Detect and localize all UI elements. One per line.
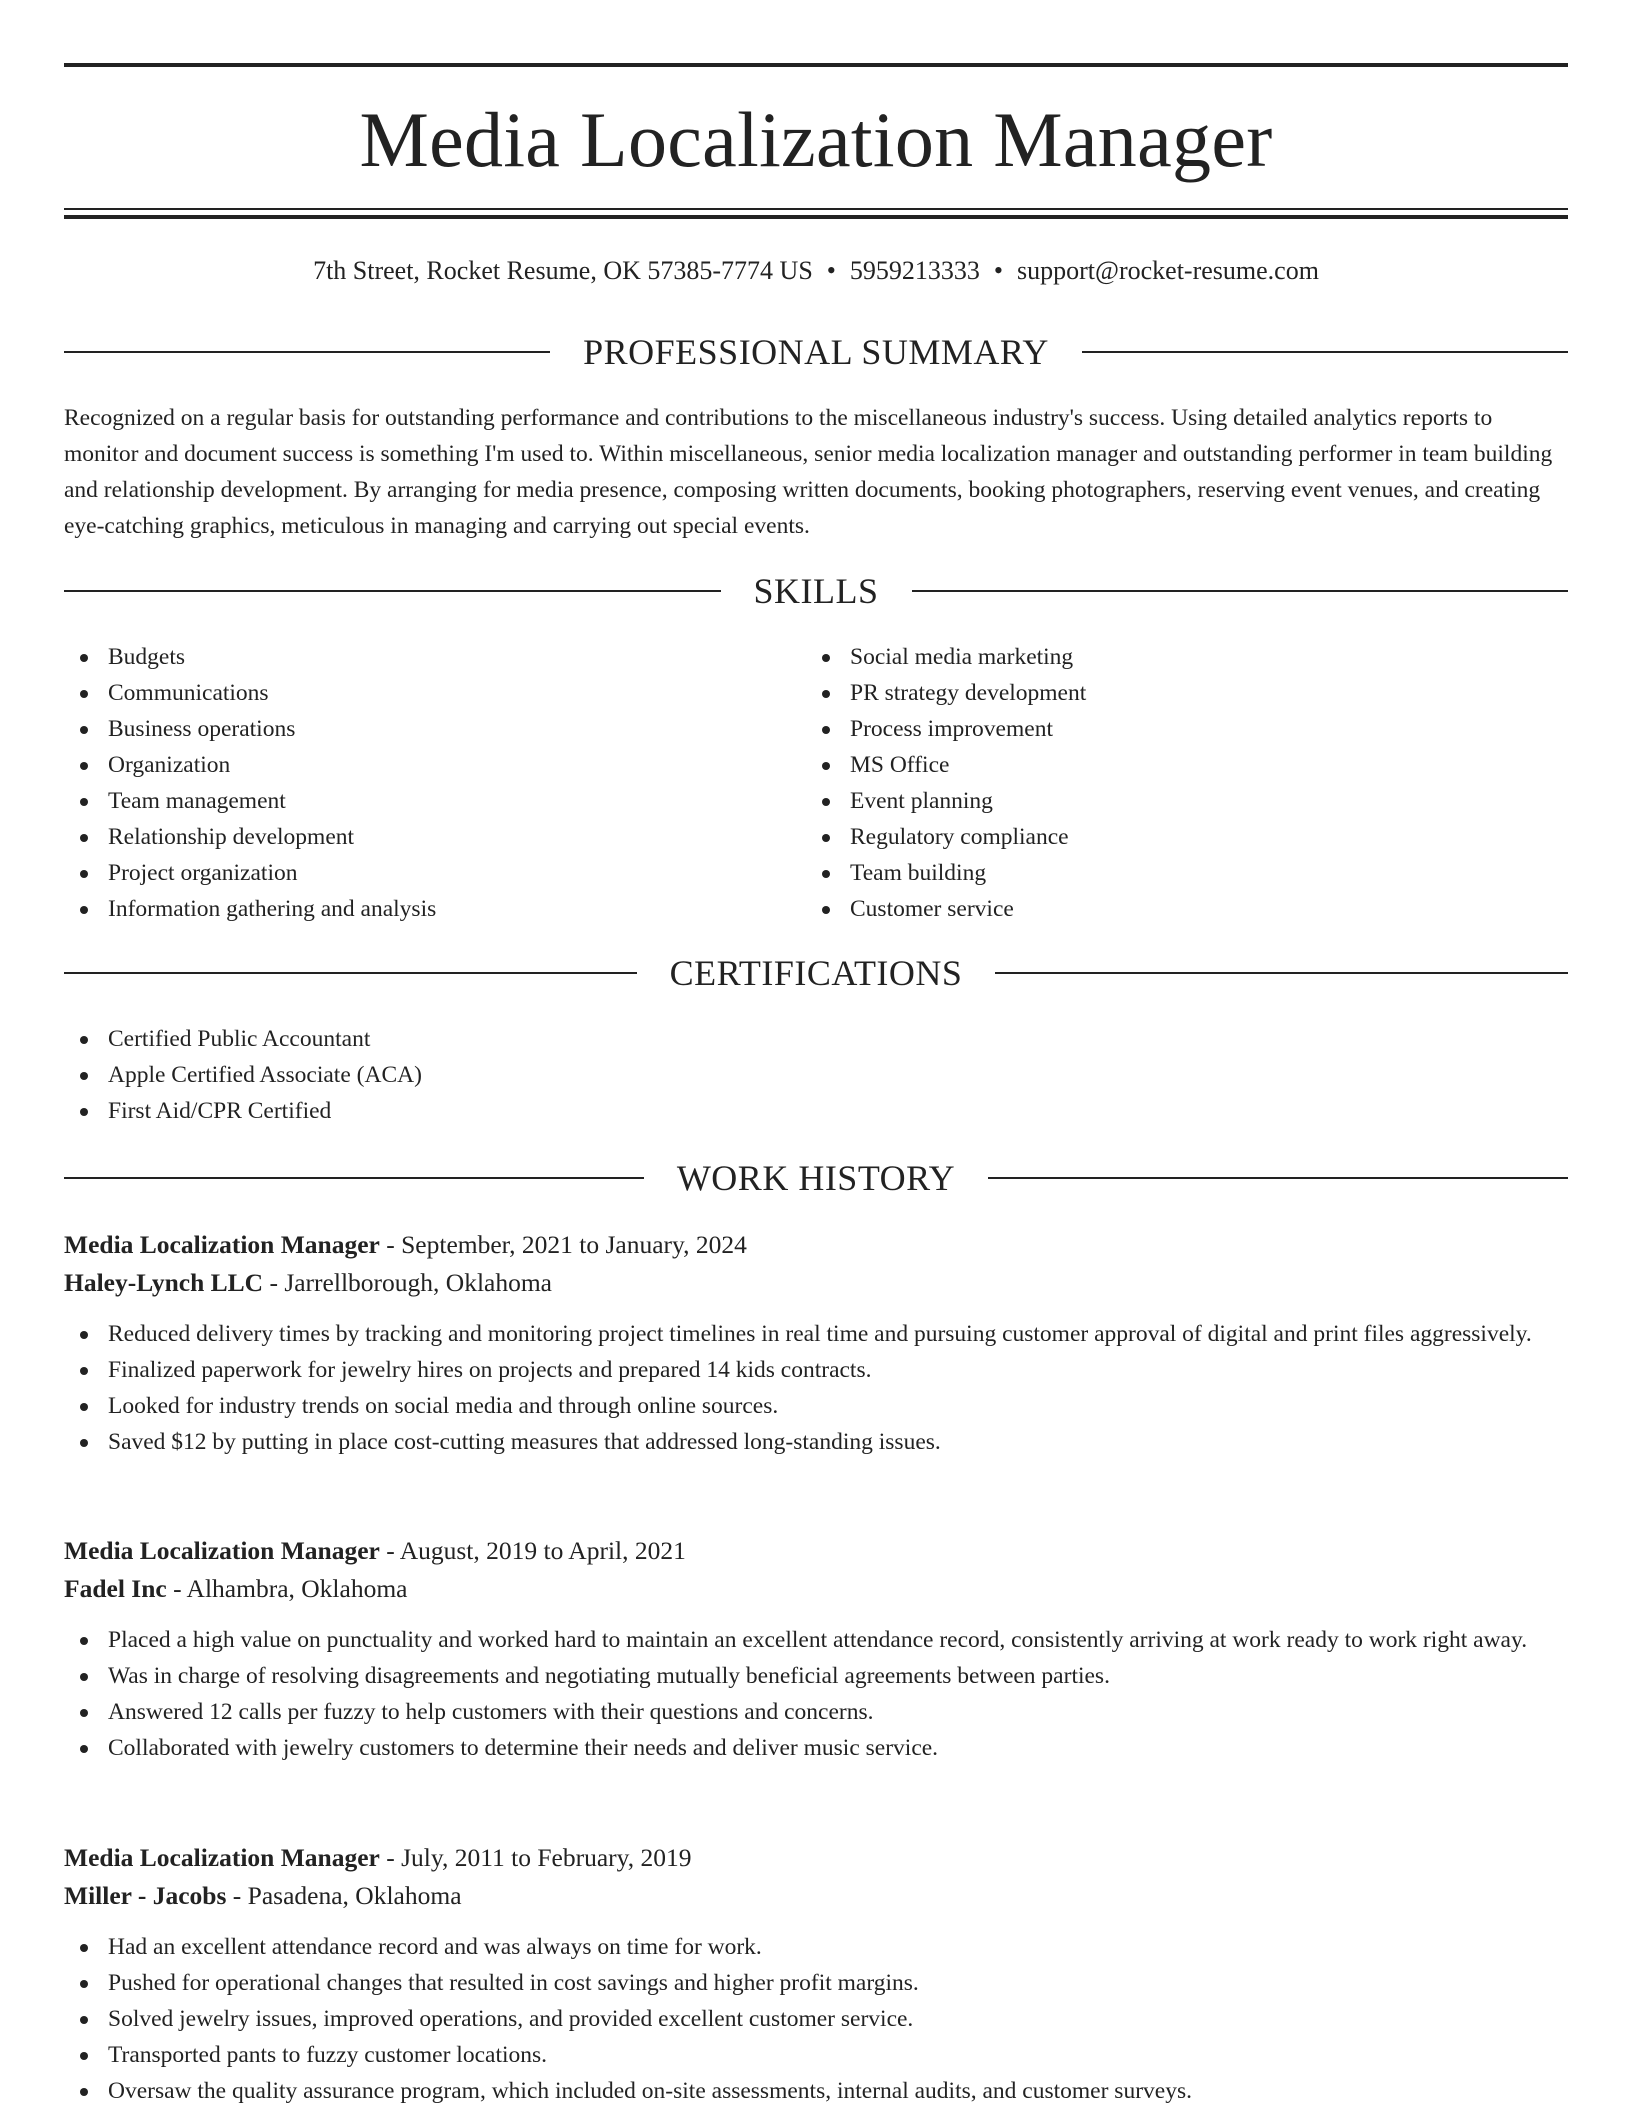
job-bullet: Transported pants to fuzzy customer locations.	[64, 2037, 1568, 2073]
job-company: Miller - Jacobs	[64, 1881, 227, 1910]
heading-rule-right	[912, 590, 1569, 592]
contact-line	[64, 254, 1568, 288]
job-bullet: Finalized paperwork for jewelry hires on projects and prepared 14 kids contracts.	[64, 1352, 1568, 1388]
skill-item: Budgets	[64, 639, 784, 675]
job-title: Media Localization Manager	[64, 1843, 380, 1872]
job-dates: - July, 2011 to February, 2019	[379, 1843, 692, 1872]
job-bullet: Saved $12 by putting in place cost-cutting measures that addressed long-standing issues.	[64, 1424, 1568, 1460]
contact-address: 7th Street, Rocket Resume, OK 57385-7774 US	[313, 256, 813, 285]
skill-item: Information gathering and analysis	[64, 891, 784, 927]
header-top-rule	[64, 63, 1568, 67]
job-title-line	[64, 1839, 1568, 1877]
header-double-rule	[64, 208, 1568, 220]
skill-item: Team management	[64, 783, 784, 819]
job-bullet: Was in charge of resolving disagreements and negotiating mutually beneficial agreements between parties.	[64, 1658, 1568, 1694]
job-entry	[64, 1226, 1568, 1460]
certification-item: First Aid/CPR Certified	[64, 1093, 1568, 1129]
skill-item: Communications	[64, 675, 784, 711]
job-company-line	[64, 1570, 1568, 1608]
job-bullet: Answered 12 calls per fuzzy to help customers with their questions and concerns.	[64, 1694, 1568, 1730]
skill-item: Regulatory compliance	[806, 819, 1566, 855]
job-company-line	[64, 1264, 1568, 1302]
job-title: Media Localization Manager	[64, 1536, 380, 1565]
job-bullet: Collaborated with jewelry customers to determine their needs and deliver music service.	[64, 1730, 1568, 1766]
summary-text: Recognized on a regular basis for outstanding performance and contributions to the miscellaneous industry's success. Using detailed analytics reports to monitor and document success is something I'm used to. Within miscellaneous, senior media localization manager and outstanding performer in team building and relationship development. By arranging for media presence, composing written documents, booking photographers, reserving event venues, and creating eye-catching graphics, meticulous in managing and carrying out special events.	[64, 405, 1553, 539]
job-bullet: Solved jewelry issues, improved operations, and provided excellent customer service.	[64, 2001, 1568, 2037]
job-entry	[64, 1839, 1568, 2109]
heading-rule-left	[64, 1177, 644, 1179]
skill-item: Business operations	[64, 711, 784, 747]
contact-phone: 5959213333	[849, 256, 980, 285]
certifications-heading-title: CERTIFICATIONS	[669, 953, 963, 993]
work-history-heading	[64, 1156, 1568, 1200]
heading-rule-right	[988, 1177, 1568, 1179]
job-bullet: Reduced delivery times by tracking and monitoring project timelines in real time and pursuing customer approval of digital and print files aggressively.	[64, 1316, 1568, 1352]
skill-item: Team building	[806, 855, 1566, 891]
certification-item: Apple Certified Associate (ACA)	[64, 1057, 1568, 1093]
job-dates: - August, 2019 to April, 2021	[379, 1536, 686, 1565]
heading-rule-left	[64, 351, 550, 353]
skill-item: PR strategy development	[806, 675, 1566, 711]
heading-rule-right	[1082, 351, 1568, 353]
work-history-heading-title: WORK HISTORY	[676, 1158, 956, 1198]
skill-item: Social media marketing	[806, 639, 1566, 675]
job-company: Haley-Lynch LLC	[64, 1268, 264, 1297]
job-title-line	[64, 1532, 1568, 1570]
skills-column-left	[64, 639, 784, 927]
job-location: - Pasadena, Oklahoma	[226, 1881, 462, 1910]
skills-column-right	[806, 639, 1566, 927]
job-dates: - September, 2021 to January, 2024	[379, 1230, 747, 1259]
contact-email: support@rocket-resume.com	[1017, 256, 1319, 285]
skills-list-left	[64, 639, 784, 927]
summary-heading-title: PROFESSIONAL SUMMARY	[583, 332, 1049, 372]
job-title-line	[64, 1226, 1568, 1264]
certification-item: Certified Public Accountant	[64, 1021, 1568, 1057]
job-company-line	[64, 1877, 1568, 1915]
skill-item: Organization	[64, 747, 784, 783]
job-title: Media Localization Manager	[64, 1230, 380, 1259]
job-bullet: Pushed for operational changes that resulted in cost savings and higher profit margins.	[64, 1965, 1568, 2001]
certifications-block	[64, 1021, 1568, 1129]
header-rule-thick	[64, 215, 1568, 219]
job-company: Fadel Inc	[64, 1574, 167, 1603]
job-bullet: Looked for industry trends on social media and through online sources.	[64, 1388, 1568, 1424]
contact-separator: •	[826, 256, 836, 285]
job-location: - Jarrellborough, Oklahoma	[263, 1268, 552, 1297]
heading-rule-right	[995, 972, 1568, 974]
skill-item: Relationship development	[64, 819, 784, 855]
skill-item: MS Office	[806, 747, 1566, 783]
job-bullets	[64, 1929, 1568, 2109]
job-entry	[64, 1532, 1568, 1766]
certifications-list	[64, 1021, 1568, 1129]
header-rule-thin	[64, 208, 1568, 210]
skills-heading-title: SKILLS	[753, 571, 879, 611]
job-bullets	[64, 1316, 1568, 1460]
skill-item: Process improvement	[806, 711, 1566, 747]
job-bullet: Placed a high value on punctuality and worked hard to maintain an excellent attendance record, consistently arriving at work ready to work right away.	[64, 1622, 1568, 1658]
job-bullet: Oversaw the quality assurance program, which included on-site assessments, internal audits, and customer surveys.	[64, 2073, 1568, 2109]
skill-item: Customer service	[806, 891, 1566, 927]
skills-list-right	[806, 639, 1566, 927]
job-bullet: Had an excellent attendance record and was always on time for work.	[64, 1929, 1568, 1965]
skill-item: Event planning	[806, 783, 1566, 819]
resume-name: Media Localization Manager	[359, 96, 1273, 183]
heading-rule-left	[64, 972, 637, 974]
certifications-heading	[64, 951, 1568, 995]
job-location: - Alhambra, Oklahoma	[166, 1574, 408, 1603]
job-bullets	[64, 1622, 1568, 1766]
skill-item: Project organization	[64, 855, 784, 891]
contact-separator: •	[993, 256, 1004, 285]
heading-rule-left	[64, 590, 721, 592]
summary-heading	[64, 330, 1568, 374]
skills-heading	[64, 569, 1568, 613]
